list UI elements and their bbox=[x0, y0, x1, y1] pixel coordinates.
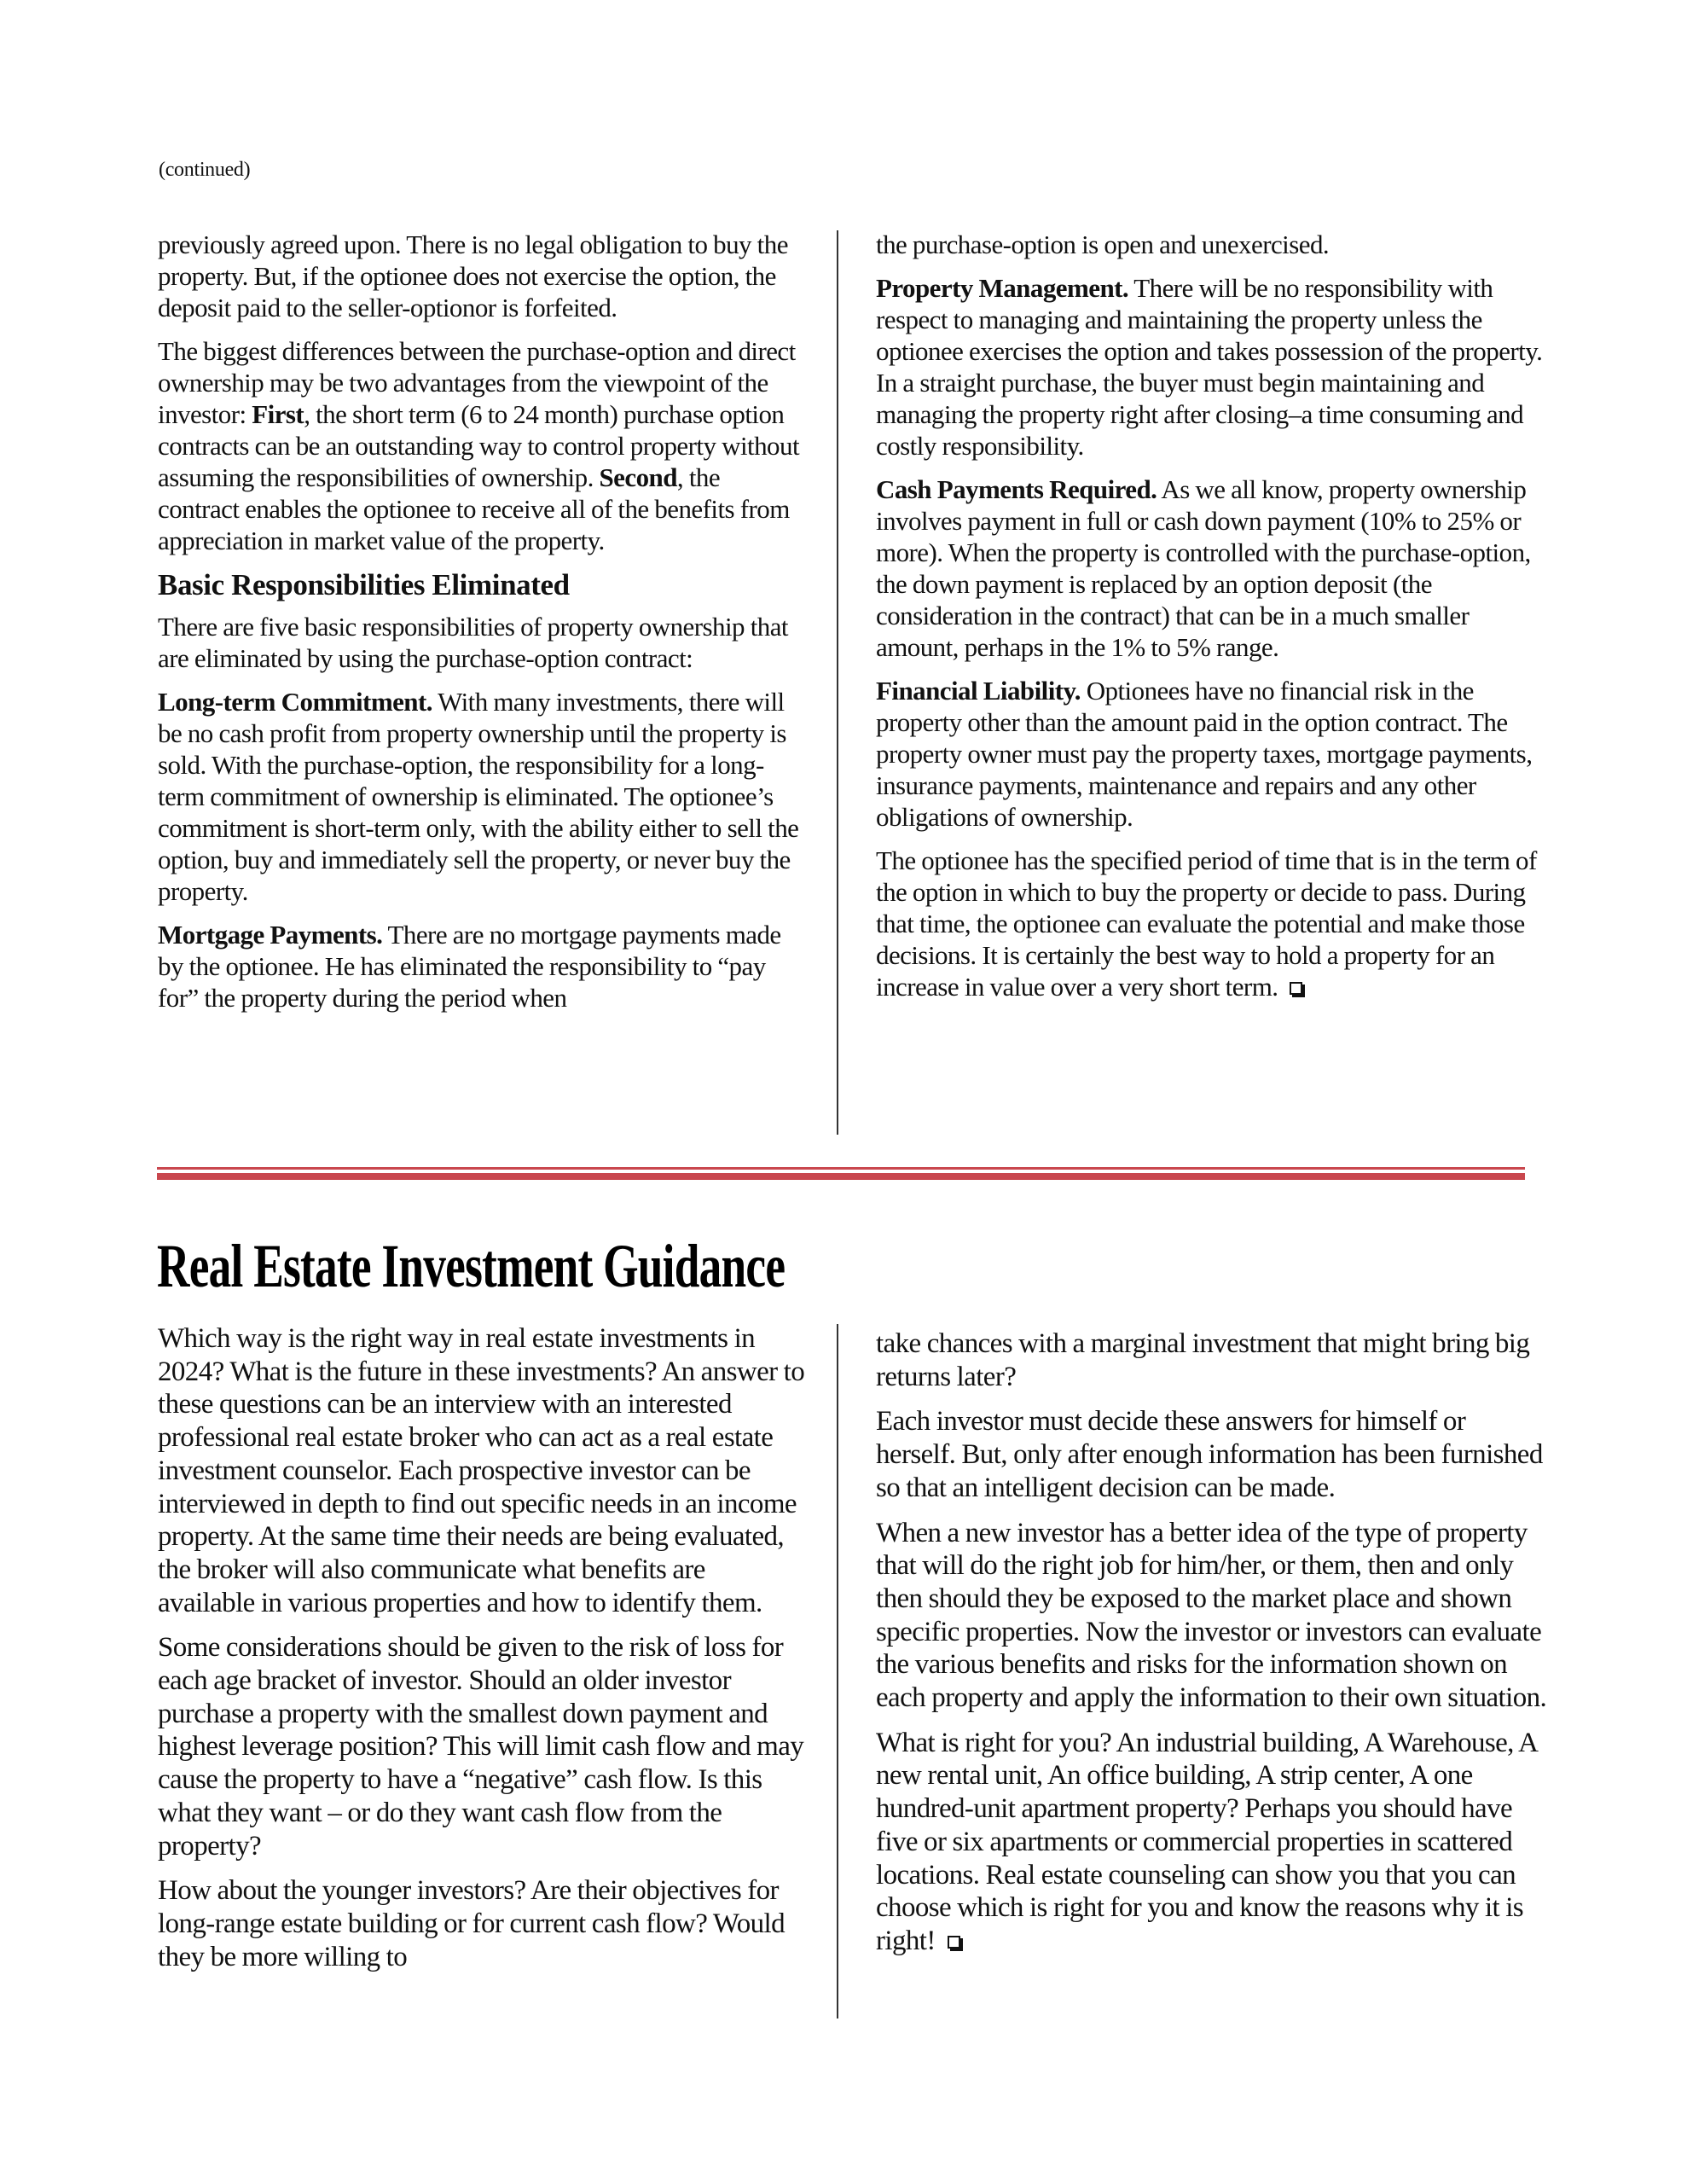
article-guidance bbox=[158, 1322, 1547, 2022]
article-title: Real Estate Investment Guidance bbox=[157, 1232, 786, 1300]
continued-label: (continued) bbox=[159, 159, 251, 181]
paragraph bbox=[876, 1727, 1550, 1958]
paragraph-text: With many investments, there will be no cash profit from property ownership until the property is sold. With the purchase-option, the responsibility for a long-term commitment of ownership is eliminated. The optionee’s commitment is short-term only, with the ability either to sell the option, buy and immediately sell the property, or never buy the property. bbox=[158, 687, 799, 906]
paragraph bbox=[158, 686, 806, 907]
paragraph-lead: Mortgage Payments. bbox=[158, 920, 383, 950]
paragraph bbox=[876, 675, 1550, 833]
paragraph: take chances with a marginal investment that might bring big returns later? bbox=[876, 1328, 1530, 1392]
column-divider bbox=[837, 230, 838, 1135]
emphasis-second: Second bbox=[599, 462, 677, 492]
paragraph bbox=[876, 845, 1550, 1002]
paragraph: the purchase-option is open and unexercised. bbox=[876, 229, 1330, 259]
paragraph-text: Optionees have no financial risk in the property other than the amount paid in the option contract. The property owner must pay the property taxes, mortgage payments, insurance payments, maintenance and repairs and any other obligations of ownership. bbox=[876, 676, 1533, 832]
paragraph: Each investor must decide these answers for himself or herself. But, only after enough information has been furnished so that an intelligent decision can be made. bbox=[876, 1406, 1543, 1503]
paragraph: Some considerations should be given to the risk of loss for each age bracket of investor. Should an older investor purchase a property with the smallest down payment and highest leverage position? This will limit cash flow and may cause the property to have a “negative” cash flow. Is this what they want – or do they want cash flow from the property? bbox=[158, 1632, 804, 1862]
paragraph-lead: Cash Payments Required. bbox=[876, 474, 1157, 504]
article-continued bbox=[158, 229, 1543, 1137]
paragraph-lead: Property Management. bbox=[876, 273, 1129, 303]
paragraph: How about the younger investors? Are their objectives for long-range estate building or for current cash flow? Would they be more willing to bbox=[158, 1875, 786, 1972]
box-end-mark-icon bbox=[948, 1936, 960, 1949]
right-column bbox=[876, 229, 1550, 1014]
paragraph-lead: Long-term Commitment. bbox=[158, 687, 432, 717]
paragraph-text: , the contract enables the optionee to receive all of the benefits from appreciation in market value of the property. bbox=[158, 462, 790, 555]
paragraph: previously agreed upon. There is no legal obligation to buy the property. But, if the optionee does not exercise the option, the deposit paid to the seller-optionor is forfeited. bbox=[158, 229, 788, 322]
section-divider bbox=[157, 1167, 1525, 1181]
column-divider bbox=[837, 1324, 838, 2018]
paragraph bbox=[158, 919, 806, 1014]
paragraph-lead: Financial Liability. bbox=[876, 676, 1081, 706]
paragraph-text: , the short term (6 to 24 month) purchase option contracts can be an outstanding way to control property without assuming the responsibilities of ownership. bbox=[158, 399, 800, 492]
paragraph-text: What is right for you? An industrial building, A Warehouse, A new rental unit, An office building, A strip center, A one hundred-unit apartment property? Perhaps you should have five or six apartments or commercial properties in scattered locations. Real estate counseling can show you that you can choose which is right for you and know the reasons why it is right! bbox=[876, 1727, 1537, 1956]
box-end-mark-icon bbox=[1290, 982, 1302, 995]
paragraph bbox=[876, 473, 1550, 663]
paragraph-text: There are no mortgage payments made by the optionee. He has eliminated the responsibility to “pay for” the property during the period when bbox=[158, 920, 781, 1013]
left-column bbox=[158, 229, 806, 1025]
section-heading: Basic Responsibilities Eliminated bbox=[158, 568, 570, 601]
paragraph bbox=[876, 272, 1550, 462]
right-column bbox=[876, 1327, 1550, 1970]
divider-thin-line bbox=[157, 1167, 1525, 1170]
paragraph: When a new investor has a better idea of the type of property that will do the right job for him/her, or them, then and only then should they be exposed to the market place and shown specific properties. Now the investor or investors can evaluate the various benefits and risks for the information shown on each property and apply the information to their own situation. bbox=[876, 1517, 1547, 1714]
paragraph bbox=[158, 335, 806, 556]
divider-thick-line bbox=[157, 1173, 1525, 1180]
paragraph-text: The optionee has the specified period of time that is in the term of the option in which to buy the property or decide to pass. During that time, the optionee can evaluate the potential and make those decisions. It is certainly the best way to hold a property for an increase in value over a very short term. bbox=[876, 845, 1537, 1002]
paragraph-text: As we all know, property ownership involves payment in full or cash down payment (10% to 25% or more). When the property is controlled with the purchase-option, the down payment is replaced by an option deposit (the consideration in the contract) that can be in a much smaller amount, perhaps in the 1% to 5% range. bbox=[876, 474, 1531, 662]
paragraph: There are five basic responsibilities of property ownership that are eliminated by using the purchase-option contract: bbox=[158, 612, 788, 673]
paragraph: Which way is the right way in real estate investments in 2024? What is the future in these investments? An answer to these questions can be an interview with an interested professional real estate broker who can act as a real estate investment counselor. Each prospective investor can be interviewed in depth to find out specific needs in an income property. At the same time their needs are being evaluated, the broker will also communicate what benefits are available in various properties and how to identify them. bbox=[158, 1323, 805, 1618]
paragraph-text: The biggest differences between the purchase-option and direct ownership may be two advantages from the viewpoint of the investor: bbox=[158, 336, 796, 429]
emphasis-first: First bbox=[252, 399, 304, 429]
left-column bbox=[158, 1322, 806, 1985]
paragraph-text: There will be no responsibility with respect to managing and maintaining the property unless the optionee exercises the option and takes possession of the property. In a straight purchase, the buyer must begin maintaining and managing the property right after closing–a time consuming and costly responsibility. bbox=[876, 273, 1543, 461]
